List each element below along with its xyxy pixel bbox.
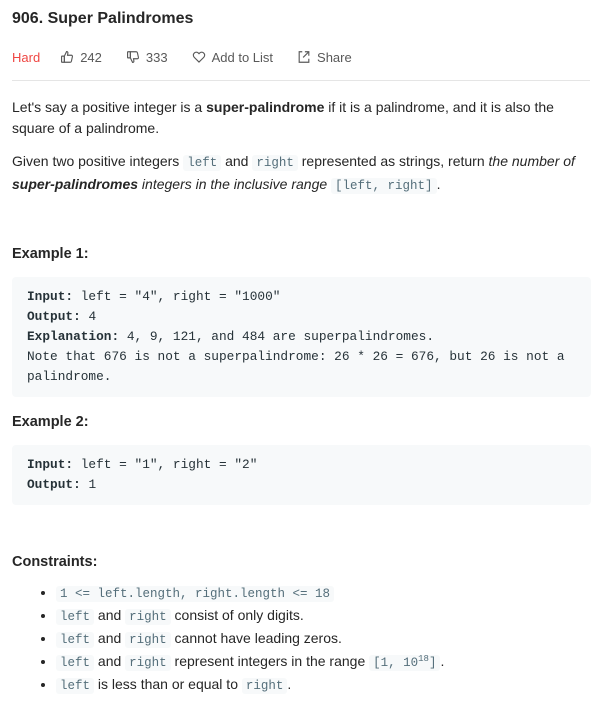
constraints-list [12,582,595,697]
inline-code: left [56,632,94,648]
inline-code: right [252,155,298,171]
add-to-list-label: Add to List [211,49,274,65]
inline-code: right [242,678,288,694]
list-item: • left and right cannot have leading zeros. [56,628,595,651]
add-to-list-button[interactable] [192,50,273,65]
list-item: • left and right consist of only digits. [56,605,595,628]
like-button[interactable] [60,50,102,65]
example-1-heading: Example 1: [12,246,89,262]
example-2-heading: Example 2: [12,414,89,430]
share-icon [297,50,311,64]
inline-code: [left, right] [331,178,437,194]
divider [12,80,590,81]
thumbs-down-icon [126,50,140,64]
inline-code: right [125,632,171,648]
constraints-heading: Constraints: [12,554,98,570]
thumbs-up-icon [60,50,74,64]
list-item: • left is less than or equal to right . [56,674,595,697]
description-paragraph-2: Given two positive integers left and right represented as strings, return the number of super-palindromes integers in the inclusive range [left, right] . [12,153,575,193]
difficulty-badge: Hard [12,49,41,65]
problem-title: 906. Super Palindromes [12,10,194,27]
list-item: • left and right represent integers in the range [1, $10^{18}$] . [56,651,595,674]
share-button[interactable] [297,50,352,65]
inline-code: left [56,678,94,694]
dislike-button[interactable] [126,50,168,65]
inline-code: right [125,655,171,671]
inline-code: left [56,655,94,671]
dislike-count: 333 [145,49,168,65]
inline-code: [1, $10^{18}$] [369,655,440,671]
inline-code: left [56,609,94,625]
list-item [56,582,595,605]
example-2-block: Input: left = "1", right = "2" Output: 1 [12,445,591,505]
inline-code: right [125,609,171,625]
inline-code: left [183,155,221,171]
inline-code: 1 <= left.length, right.length <= 18 [56,586,334,602]
problem-meta-bar [12,44,595,70]
description-paragraph-1: Let's say a positive integer is a super-palindrome if it is a palindrome, and it is also the square of a palindrome. [12,99,554,136]
heart-icon [192,50,206,64]
share-label: Share [317,49,352,65]
example-1-block: Input: left = "4", right = "1000" Output: 4 Explanation: 4, 9, 121, and 484 are superpalindromes. Note that 676 is not a superpalindrome: 26 * 26 = 676, but 26 is not a palindrome. [12,277,591,397]
like-count: 242 [80,49,102,65]
